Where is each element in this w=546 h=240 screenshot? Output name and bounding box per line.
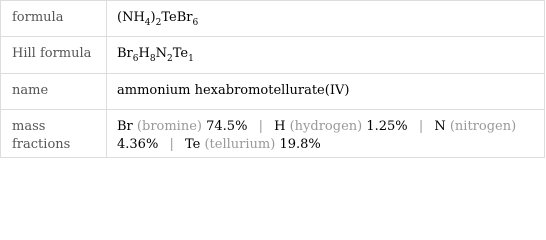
separator: | — [258, 119, 263, 134]
separator: | — [169, 137, 174, 152]
formula-subscript: 1 — [188, 54, 194, 64]
formula-text — [117, 10, 199, 28]
hill-formula-label: Hill formula — [1, 37, 107, 74]
element-percent: 19.8% — [279, 137, 321, 152]
element-symbol: H — [274, 119, 286, 134]
element-symbol: N — [434, 119, 446, 134]
element-name: (tellurium) — [204, 137, 276, 152]
formula-subscript: 6 — [192, 18, 199, 28]
mass-fractions-value — [107, 110, 545, 158]
formula-segment: Br — [117, 46, 133, 61]
mass-fractions-row — [1, 110, 545, 158]
hill-formula-row — [1, 37, 545, 74]
mass-fraction-item — [274, 119, 408, 134]
mass-fraction-item — [185, 137, 321, 152]
formula-segment: ) — [150, 10, 156, 25]
element-symbol: Te — [184, 137, 201, 152]
formula-subscript: 6 — [132, 54, 139, 64]
element-name: (nitrogen) — [449, 119, 517, 134]
name-value: ammonium hexabromotellurate(IV) — [107, 74, 545, 110]
formula-subscript: 2 — [155, 18, 162, 28]
name-label: name — [1, 74, 107, 110]
element-percent: 4.36% — [117, 137, 159, 152]
hill-formula-text — [117, 46, 194, 64]
element-name: (hydrogen) — [289, 119, 363, 134]
formula-row — [1, 1, 545, 37]
mass-fractions-list — [117, 119, 516, 152]
formula-segment: TeBr — [161, 10, 193, 25]
formula-segment: Te — [172, 46, 189, 61]
formula-segment: (NH — [117, 10, 145, 25]
element-name: (bromine) — [136, 119, 202, 134]
element-percent: 74.5% — [206, 119, 248, 134]
formula-label: formula — [1, 1, 107, 37]
separator: | — [418, 119, 424, 134]
formula-subscript: 2 — [166, 54, 173, 64]
formula-subscript: 4 — [144, 18, 151, 28]
name-row — [1, 74, 545, 110]
element-symbol: Br — [117, 119, 133, 134]
formula-value — [107, 1, 545, 37]
formula-segment: H — [138, 46, 150, 61]
formula-subscript: 8 — [149, 54, 156, 64]
formula-segment: N — [155, 46, 167, 61]
hill-formula-value — [107, 37, 545, 74]
element-percent: 1.25% — [366, 119, 408, 134]
mass-fraction-item — [117, 119, 247, 134]
mass-fractions-label: mass fractions — [1, 110, 107, 158]
